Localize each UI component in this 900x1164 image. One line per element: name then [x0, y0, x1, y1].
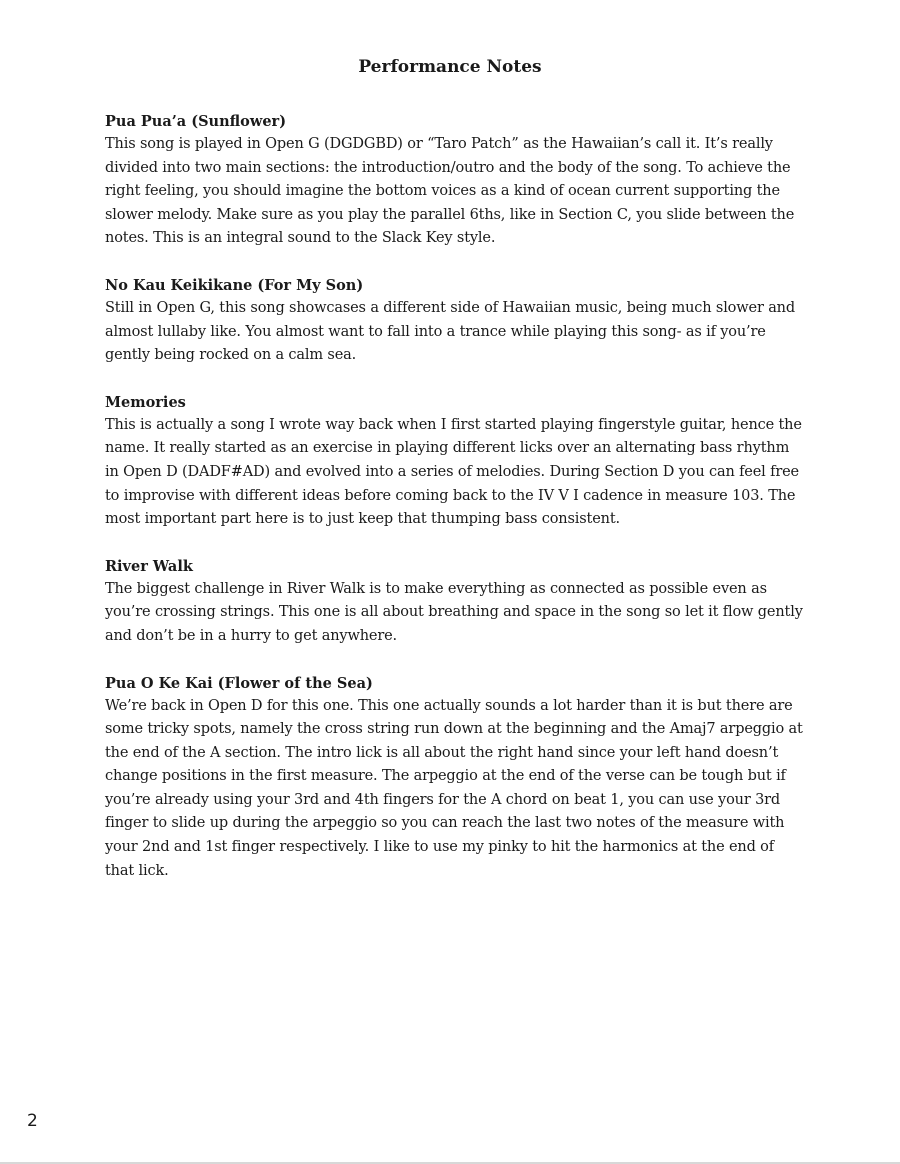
song-notes: Still in Open G, this song showcases a different side of Hawaiian music, being much slower and almost lullaby like. You almost want to fall into a trance while playing this song- as if you’re gently being rocked on a calm sea. — [105, 299, 796, 364]
song-notes: This is actually a song I wrote way back when I first started playing fingerstyle guitar, hence the name. It really started as an exercise in playing different licks over an alternating bass rhythm in Open D (DADF#AD) and evolved into a series of melodies. During Section D you can feel free to improvise with different ideas before coming back to the IV V I cadence in measure 103. The most important part here is to just keep that thumping bass consistent. — [105, 416, 802, 528]
song-notes: We’re back in Open D for this one. This one actually sounds a lot harder than it is but there are some tricky spots, namely the cross string run down at the beginning and the Amaj7 arpeggio at the end of the A section. The intro lick is all about the right hand since your left hand doesn’t change positions in the first measure. The arpeggio at the end of the verse can be tough but if you’re already using your 3rd and 4th fingers for the A chord on beat 1, you can use your 3rd finger to slide up during the arpeggio so you can reach the last two notes of the measure with your 2nd and 1st finger respectively. I like to use my pinky to hit the harmonics at the end of that lick. — [105, 697, 803, 879]
song-title: Pua O Ke Kai (Flower of the Sea) — [105, 674, 373, 692]
page-title: Performance Notes — [358, 57, 542, 77]
song-notes: This song is played in Open G (DGDGBD) or “Taro Patch” as the Hawaiian’s call it. It’s really divided into two main sections: the introduction/outro and the body of the song. To achieve the right feeling, you should imagine the bottom voices as a kind of ocean current supporting the slower melody. Make sure as you play the parallel 6ths, like in Section C, you slide between the notes. This is an integral sound to the Slack Key style. — [105, 136, 795, 247]
notes-content — [105, 110, 805, 906]
song-section-river-walk — [105, 555, 805, 649]
song-title: No Kau Keikikane (For My Son) — [105, 276, 364, 294]
song-title: River Walk — [105, 557, 193, 575]
song-section-no-kau-keikikane — [105, 274, 805, 368]
song-notes: The biggest challenge in River Walk is to make everything as connected as possible even as you’re crossing strings. This one is all about breathing and space in the song so let it flow gently and don’t be in a hurry to get anywhere. — [105, 580, 803, 644]
song-title: Pua Pua’a (Sunflower) — [105, 113, 287, 130]
song-section-memories — [105, 391, 805, 532]
song-title: Memories — [105, 393, 186, 411]
song-section-pua-o-ke-kai — [105, 672, 805, 884]
page-number: 2 — [27, 1111, 38, 1131]
song-section-pua-puaa — [105, 110, 805, 251]
